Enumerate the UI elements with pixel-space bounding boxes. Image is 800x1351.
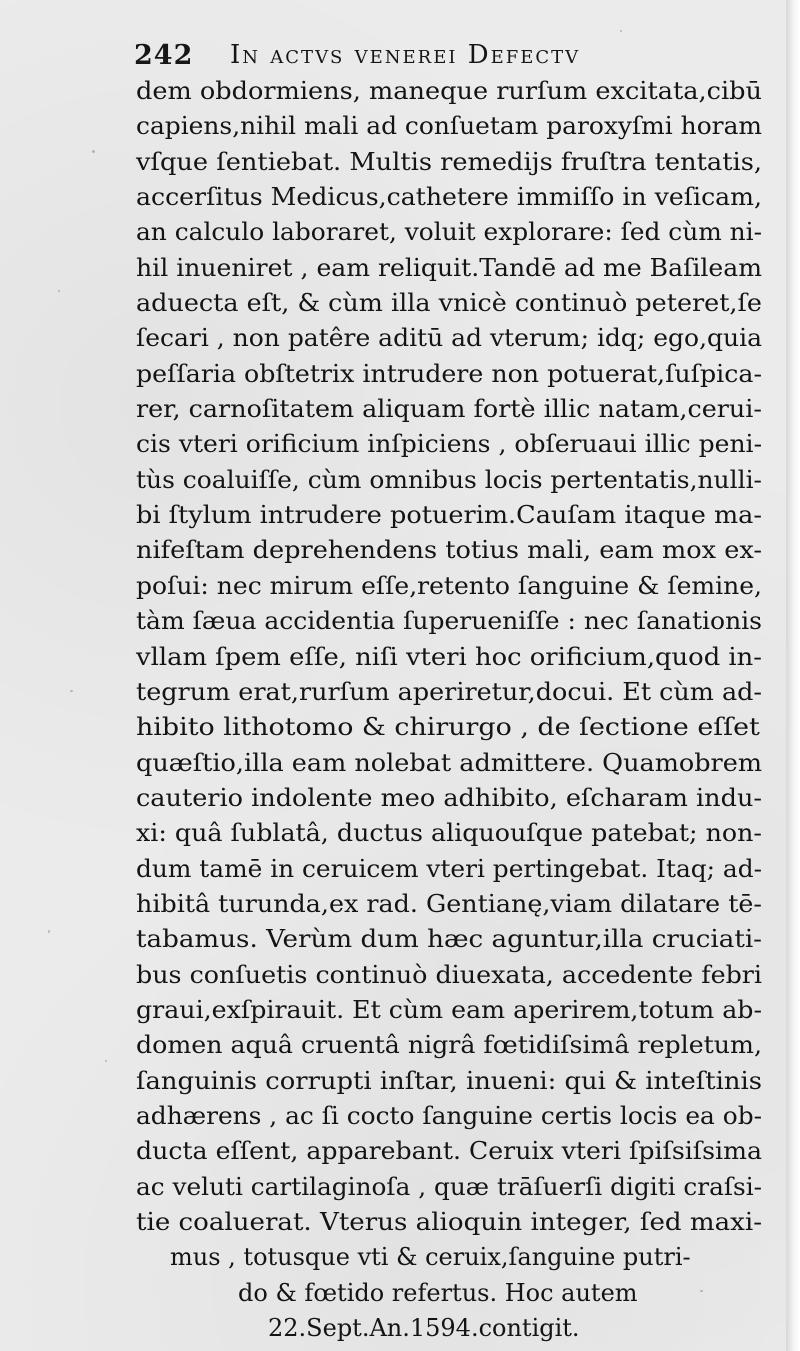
text-line: tabamus. Verùm dum hæc aguntur,illa cruciati-: [136, 925, 763, 954]
body-text: [136, 74, 762, 1346]
text-line: an calculo laboraret, voluit explorare: ſed cùm ni-: [136, 218, 763, 247]
text-line: ſanguinis corrupti inſtar, inueni: qui & inteſtinis: [136, 1066, 763, 1095]
text-line: do & fœtido refertus. Hoc autem: [238, 1278, 638, 1307]
text-line: vſque ſentiebat. Multis remedijs fruſtra tentatis,: [136, 147, 763, 176]
running-title: In actvs venerei Defectv: [230, 40, 581, 70]
text-line: graui,exſpirauit. Et cùm eam aperirem,totum ab-: [136, 995, 762, 1024]
text-line: nifeſtam deprehendens totius mali, eam mox ex-: [136, 536, 762, 565]
text-line: accerſitus Medicus,cathetere immiſſo in veſicam,: [136, 183, 763, 212]
paper-speck: [70, 690, 73, 692]
text-line: xi: quâ ſublatâ, ductus aliquouſque patebat; non-: [136, 819, 762, 848]
text-line: poſui: nec mirum eſſe,retento ſanguine & ſemine,: [136, 571, 762, 600]
text-line: mus , totusque vti & ceruix,ſanguine putri-: [170, 1243, 691, 1272]
paper-speck: [92, 150, 95, 153]
text-line: tegrum erat,rurſum aperiretur,docui. Et cùm ad-: [136, 677, 763, 706]
text-line: hibito lithotomo & chirurgo , de ſectione eſſet: [136, 713, 760, 742]
text-line: bus conſuetis continuò diuexata, accedente febri: [136, 960, 763, 989]
text-line: tùs coaluiſſe, cùm omnibus locis pertentatis,nulli-: [136, 465, 762, 494]
text-line: cauterio indolente meo adhibito, eſcharam indu-: [136, 783, 763, 812]
text-line: ducta eſſent, apparebant. Ceruix vteri ſpiſsiſsima: [136, 1137, 762, 1166]
text-line: cis vteri orificium inſpiciens , obſeruaui illic peni-: [136, 430, 763, 459]
paper-speck: [58, 290, 60, 292]
text-line: tàm ſæua accidentia ſuperueniſſe : nec ſanationis: [136, 607, 763, 636]
paper-speck: [620, 30, 622, 32]
text-line: bi ſtylum intrudere potuerim.Cauſam itaque ma-: [136, 501, 762, 530]
text-line: peſſaria obſtetrix intrudere non potuerat,ſuſpica-: [136, 359, 762, 388]
text-line: domen aquâ cruentâ nigrâ fœtidiſsimâ repletum,: [136, 1031, 763, 1060]
text-line: quæſtio,illa eam nolebat admittere. Quamobrem: [136, 748, 763, 777]
paper-speck: [48, 930, 50, 933]
text-line: hil inueniret , eam reliquit.Tandē ad me Baſileam: [136, 253, 763, 282]
text-line: capiens,nihil mali ad conſuetam paroxyſmi horam: [136, 112, 763, 141]
text-line: aduecta eſt, & cùm illa vnicè continuò peteret,ſe: [136, 289, 762, 318]
paper-speck: [105, 1060, 107, 1062]
text-line: adhærens , ac ſi cocto ſanguine certis locis ea ob-: [136, 1101, 763, 1130]
text-line: rer, carnoſitatem aliquam fortè illic natam,cerui-: [136, 395, 762, 424]
closing-date-line: 22.Sept.An.1594.contigit.: [268, 1314, 580, 1343]
page-number: 242: [134, 40, 194, 71]
text-line: dum tamē in ceruicem vteri pertingebat. Itaq; ad-: [136, 854, 762, 883]
text-line: ſecari , non patêre aditū ad vterum; idq; ego,quia: [136, 324, 762, 353]
text-line: tie coaluerat. Vterus alioquin integer, ſed maxi-: [136, 1208, 763, 1236]
text-line: hibitâ turunda,ex rad. Gentianę,viam dilatare tē-: [136, 889, 762, 918]
text-line: ac veluti cartilaginoſa , quæ trāſuerſi digiti craſsi-: [136, 1172, 763, 1201]
text-line: dem obdormiens, maneque rurſum excitata,cibū: [136, 77, 762, 105]
page-gutter: [786, 0, 800, 1351]
text-line: vllam ſpem eſſe, niſi vteri hoc orificium,quod in-: [136, 642, 762, 671]
